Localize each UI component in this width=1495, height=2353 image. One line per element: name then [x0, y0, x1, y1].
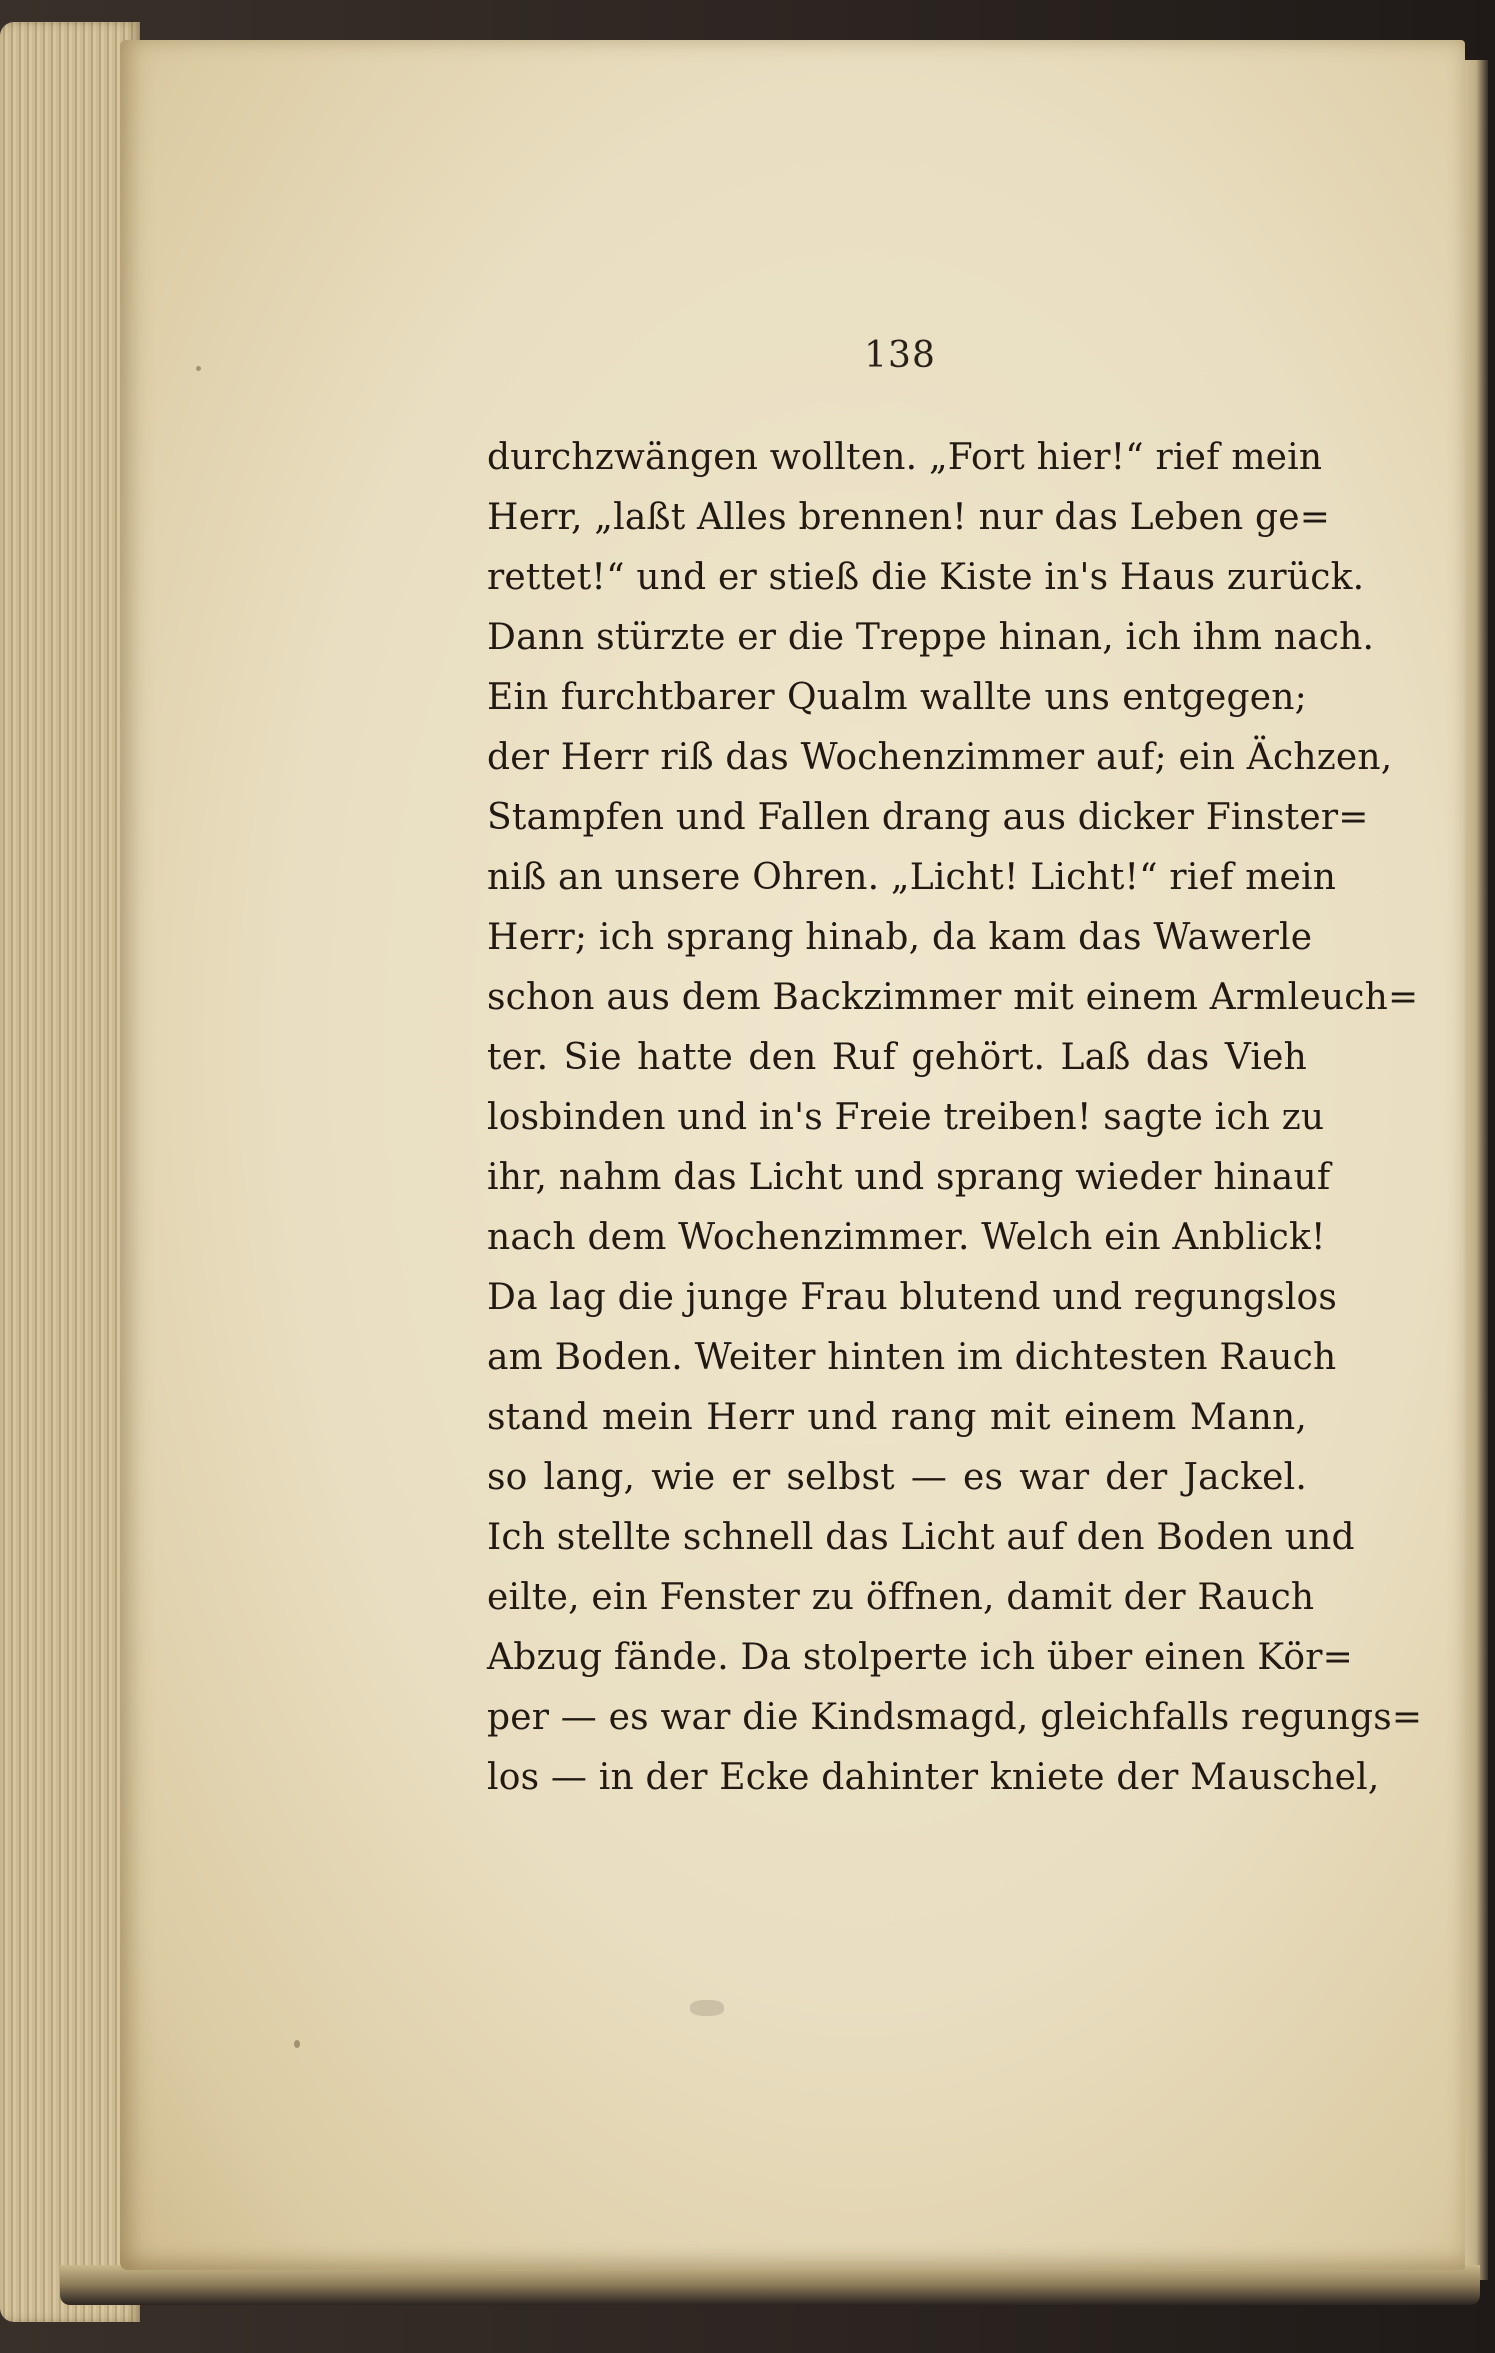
paper-speck	[690, 2000, 724, 2016]
text-line: stand mein Herr und rang mit einem Mann,	[487, 1397, 1307, 1438]
text-line: schon aus dem Backzimmer mit einem Armleuch=	[487, 977, 1419, 1018]
text-line: Abzug fände. Da stolperte ich über einen Kör=	[487, 1637, 1353, 1678]
body-text	[487, 428, 1423, 1808]
text-line: Ein furchtbarer Qualm wallte uns entgegen;	[487, 677, 1307, 718]
text-line: am Boden. Weiter hinten im dichtesten Rauch	[487, 1337, 1337, 1378]
text-line: nach dem Wochenzimmer. Welch ein Anblick!	[487, 1217, 1326, 1258]
text-line: Dann stürzte er die Treppe hinan, ich ihm nach.	[487, 617, 1375, 658]
text-line: losbinden und in's Freie treiben! sagte ich zu	[487, 1097, 1325, 1138]
text-line: eilte, ein Fenster zu öffnen, damit der Rauch	[487, 1577, 1315, 1618]
text-line: Herr, „laßt Alles brennen! nur das Leben ge=	[487, 497, 1331, 538]
text-line: durchzwängen wollten. „Fort hier!“ rief mein	[487, 437, 1323, 478]
text-line: Da lag die junge Frau blutend und regungslos	[487, 1277, 1338, 1318]
page-edges-left	[0, 22, 140, 2322]
text-line: per — es war die Kindsmagd, gleichfalls regungs=	[487, 1697, 1423, 1738]
text-line: niß an unsere Ohren. „Licht! Licht!“ rief mein	[487, 857, 1337, 898]
page-number: 138	[864, 335, 936, 376]
page-edge-bottom	[60, 2265, 1480, 2305]
text-line: ter. Sie hatte den Ruf gehört. Laß das Vieh	[487, 1037, 1307, 1078]
text-line: Ich stellte schnell das Licht auf den Boden und	[487, 1517, 1355, 1558]
text-line: ihr, nahm das Licht und sprang wieder hinauf	[487, 1157, 1331, 1198]
text-line: Herr; ich sprang hinab, da kam das Wawerle	[487, 917, 1313, 958]
text-line: so lang, wie er selbst — es war der Jackel.	[487, 1457, 1307, 1498]
paper-speck	[294, 2040, 300, 2048]
text-line: rettet!“ und er stieß die Kiste in's Haus zurück.	[487, 557, 1365, 598]
paper-speck	[196, 366, 201, 371]
text-line: los — in der Ecke dahinter kniete der Mauschel,	[487, 1757, 1380, 1798]
text-line: der Herr riß das Wochenzimmer auf; ein Ächzen,	[487, 737, 1393, 778]
text-line: Stampfen und Fallen drang aus dicker Finster=	[487, 797, 1369, 838]
